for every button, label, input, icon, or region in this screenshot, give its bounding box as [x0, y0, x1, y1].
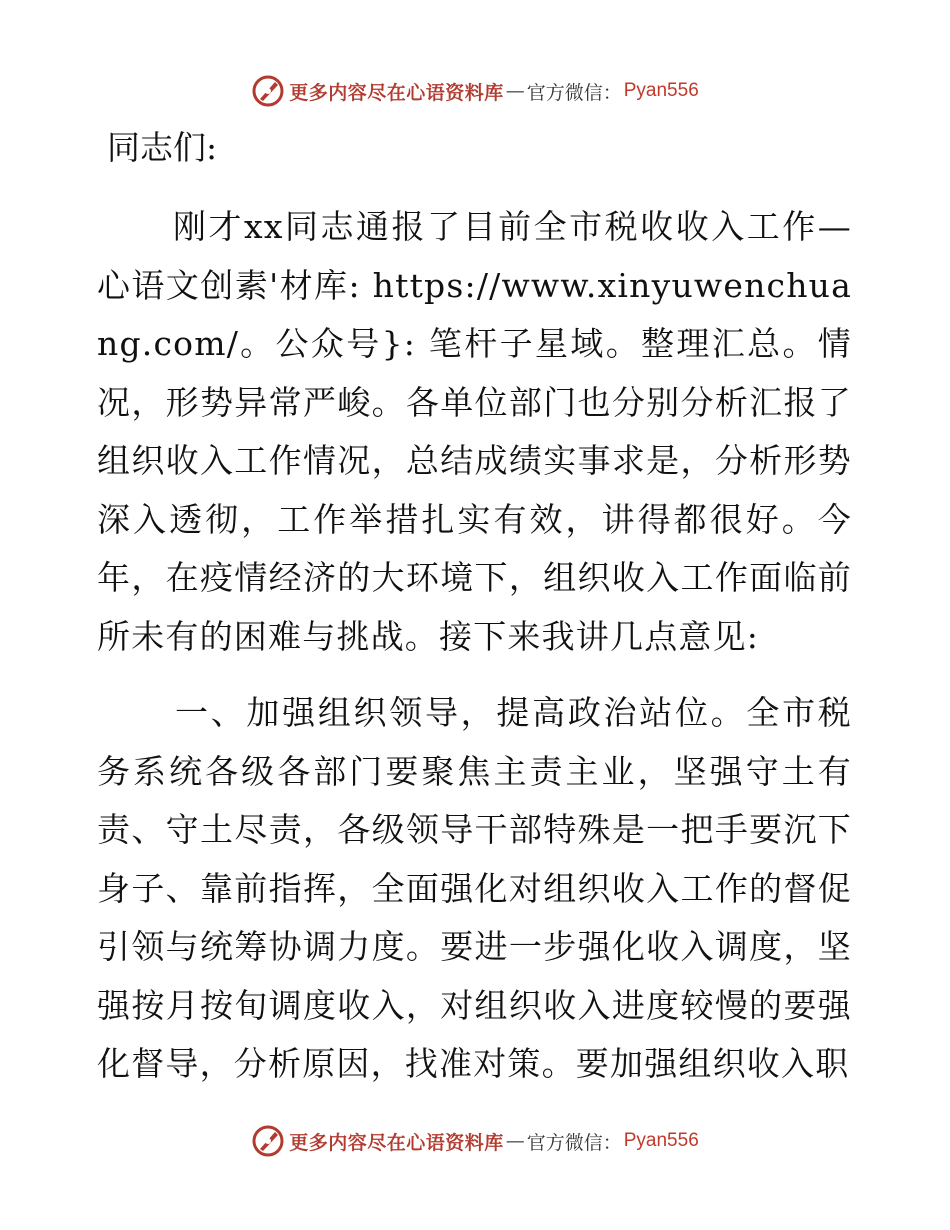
paragraph-point-one: 一、加强组织领导，提高政治站位。全市税务系统各级各部门要聚焦主责主业，坚强守土有责、守土尽责，各级领导干部特殊是一把手要沉下身子、靠前指挥，全面强化对组织收入工作的督促引领与统筹协调力度。要进一步强化收入调度，坚强按月按旬调度收入，对组织收入进度较慢的要强化督导，分析原因，找准对策。要加强组织收入职 — [97, 693, 852, 1083]
watermark-brand-text: 更多内容尽在心语资料库 — [289, 81, 504, 104]
quill-pen-seal-icon — [251, 74, 285, 108]
salutation: 同志们: — [107, 128, 218, 167]
watermark-contact-id: Pyan556 — [623, 80, 699, 101]
watermark-contact-id: Pyan556 — [623, 1130, 699, 1151]
paragraph-intro: 刚才xx同志通报了目前全市税收收入工作—心语文创素'材库: https://www.xinyuwenchuang.com/。公众号}: 笔杆子星域。整理汇总。情况，形势异常严峻。各单位部门也分别分析汇报了组织收入工作情况，总结成绩实事求是，分析形势深入透彻，工作举措扎实有效，讲得都很好。今年，在疫情经济的大环境下，组织收入工作面临前所未有的困难与挑战。接下来我讲几点意见: — [97, 207, 852, 656]
header-watermark — [0, 71, 950, 111]
document-body — [97, 122, 852, 1094]
quill-pen-seal-icon — [251, 1124, 285, 1158]
watermark-separator: — — [505, 80, 525, 102]
watermark-contact-label: 官方微信： — [526, 1131, 622, 1154]
footer-watermark — [0, 1121, 950, 1161]
watermark-contact-label: 官方微信： — [526, 81, 622, 104]
watermark-separator: — — [505, 1130, 525, 1152]
watermark-brand-text: 更多内容尽在心语资料库 — [289, 1131, 504, 1154]
